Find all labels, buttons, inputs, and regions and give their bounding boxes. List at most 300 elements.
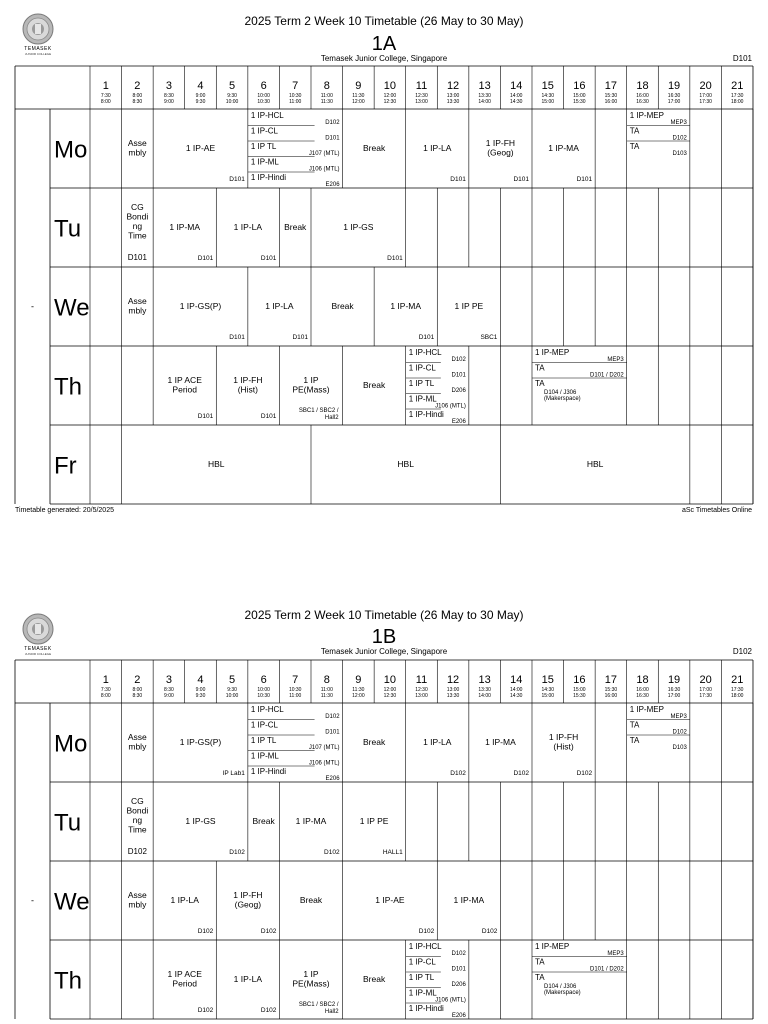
timetable-grid <box>15 660 753 1024</box>
lesson-name: mbly <box>128 741 147 752</box>
period-number: 14 <box>510 674 523 686</box>
period-end: 15:00 <box>541 693 555 699</box>
timetable-grid <box>15 66 753 505</box>
period-end: 9:30 <box>195 99 206 105</box>
lesson-name: ng <box>132 221 143 231</box>
period-end: 11:00 <box>289 99 302 105</box>
period-start: 14:00 <box>509 93 523 99</box>
period-end: 9:30 <box>195 693 206 699</box>
period-end: 15:30 <box>573 693 586 699</box>
period-number: 20 <box>699 80 712 92</box>
subgroup-subject: 1 IP-Hindi <box>250 767 286 776</box>
period-start: 12:30 <box>415 93 428 99</box>
period-number: 8 <box>323 80 330 92</box>
period-start: 15:00 <box>573 687 586 693</box>
lesson-room: D101 <box>229 334 245 341</box>
lesson-name: 1 IP-LA <box>423 142 452 153</box>
lesson-name: HBL <box>586 458 604 469</box>
period-end: 10:30 <box>257 693 270 699</box>
subgroup-subject: 1 IP-MEP <box>629 111 664 120</box>
lesson-room: D102 <box>576 770 593 777</box>
period-start: 12:00 <box>383 687 397 693</box>
period-number: 17 <box>604 80 618 92</box>
lesson-name: Break <box>331 300 354 311</box>
period-number: 13 <box>478 674 491 686</box>
period-start: 8:30 <box>164 93 174 99</box>
lesson-room: D102 <box>260 928 277 935</box>
lesson-name: 1 IP-FH <box>233 890 263 900</box>
lesson-name: Time <box>128 230 147 241</box>
lesson-name: Break <box>363 379 386 390</box>
period-number: 16 <box>573 80 586 92</box>
subgroup-subject: TA <box>534 973 545 982</box>
lesson-name: 1 IP <box>303 969 319 979</box>
lesson-name: Break <box>363 142 386 153</box>
day-label: Mo <box>54 730 88 758</box>
lesson-room: HALL1 <box>382 849 403 856</box>
period-number: 17 <box>604 674 618 686</box>
period-start: 8:00 <box>132 93 143 99</box>
lesson-room: D101 <box>513 176 529 183</box>
period-end: 13:00 <box>415 693 428 699</box>
lesson-room: D101 <box>387 255 403 262</box>
lesson-room: D101 <box>260 255 277 262</box>
period-start: 13:00 <box>446 687 460 693</box>
lesson-name: Time <box>128 824 147 835</box>
period-start: 14:00 <box>509 687 523 693</box>
lesson-room: D102 <box>229 849 245 856</box>
period-start: 11:30 <box>352 687 365 693</box>
period-number: 8 <box>323 674 330 686</box>
lesson-room: D102 <box>127 847 147 856</box>
subgroup-subject: 1 IP TL <box>250 736 277 745</box>
home-room: D101 <box>732 54 752 63</box>
period-start: 9:30 <box>227 687 237 693</box>
period-start: 17:30 <box>730 93 744 99</box>
period-number: 19 <box>667 80 681 92</box>
subgroup-room: MEP3 <box>607 951 624 957</box>
subgroup-room: D102 <box>672 135 687 142</box>
period-number: 4 <box>197 80 204 92</box>
period-end: 18:00 <box>730 693 744 699</box>
home-room: D102 <box>732 647 752 656</box>
period-end: 11:30 <box>320 99 333 105</box>
subgroup-room: D102 <box>451 357 466 363</box>
subgroup-subject: TA <box>534 957 545 967</box>
lesson-name: Break <box>363 973 386 984</box>
subgroup-subject: 1 IP-MEP <box>534 348 570 357</box>
period-number: 2 <box>134 80 141 92</box>
period-number: 5 <box>229 674 236 686</box>
period-number: 19 <box>667 674 681 686</box>
period-number: 1 <box>102 674 109 686</box>
period-end: 16:30 <box>636 693 649 699</box>
period-start: 8:30 <box>164 687 174 693</box>
period-end: 9:00 <box>164 693 174 699</box>
subgroup-subject: TA <box>629 126 640 136</box>
subgroup-room: (Makerspace) <box>543 990 581 996</box>
period-number: 15 <box>541 80 554 92</box>
period-number: 15 <box>541 674 554 686</box>
subgroup-room: E206 <box>325 776 340 782</box>
subgroup-subject: 1 IP-MEP <box>629 705 664 714</box>
subgroup-subject: 1 IP-Hindi <box>250 173 286 182</box>
lesson-name: 1 IP-GS(P) <box>179 300 222 311</box>
period-end: 16:00 <box>604 99 618 105</box>
period-end: 17:30 <box>699 99 712 105</box>
lesson-name: (Hist) <box>237 384 259 395</box>
subgroup-room: D101 <box>325 729 340 736</box>
lesson-name: Period <box>172 384 198 395</box>
period-end: 15:00 <box>541 99 555 105</box>
period-start: 11:30 <box>352 93 365 99</box>
lesson-room: Hall2 <box>324 1009 339 1015</box>
lesson-room: D102 <box>418 928 435 935</box>
period-start: 16:00 <box>636 687 649 693</box>
subgroup-room: E206 <box>451 1013 466 1019</box>
lesson-name: Bondi <box>126 805 149 816</box>
subgroup-subject: 1 IP-CL <box>408 363 436 373</box>
subgroup-room: E206 <box>325 182 340 188</box>
subgroup-subject: 1 IP TL <box>250 142 277 151</box>
lesson-room: SBC1 / SBC2 / <box>298 1002 339 1008</box>
lesson-name: (Geog) <box>234 899 262 910</box>
lesson-name: 1 IP-FH <box>548 732 579 742</box>
page-title: 2025 Term 2 Week 10 Timetable (26 May to 30 May) <box>244 14 524 28</box>
period-start: 15:00 <box>573 93 586 99</box>
lesson-room: D102 <box>513 770 529 777</box>
generated-date: Timetable generated: 20/5/2025 <box>15 507 114 514</box>
subgroup-subject: 1 IP-Hindi <box>408 410 444 419</box>
subgroup-subject: 1 IP-HCL <box>250 111 284 120</box>
period-start: 16:30 <box>667 687 681 693</box>
period-number: 2 <box>134 674 141 686</box>
subgroup-subject: 1 IP-ML <box>250 157 279 167</box>
period-end: 8:00 <box>100 99 111 105</box>
day-label: Fr <box>54 452 77 480</box>
period-number: 4 <box>197 674 204 686</box>
subgroup-subject: 1 IP-CL <box>250 720 278 730</box>
period-start: 9:00 <box>195 687 206 693</box>
lesson-name: PE(Mass) <box>292 384 330 395</box>
school-name: Temasek Junior College, Singapore <box>320 54 448 63</box>
subgroup-subject: TA <box>629 736 640 745</box>
period-start: 12:30 <box>415 687 428 693</box>
period-start: 16:00 <box>636 93 649 99</box>
subgroup-subject: 1 IP-MEP <box>534 942 570 951</box>
period-start: 15:30 <box>604 687 618 693</box>
period-number: 1 <box>102 80 109 92</box>
period-start: 9:00 <box>195 93 206 99</box>
subgroup-room: MEP3 <box>670 120 687 126</box>
subgroup-room: (Makerspace) <box>543 396 581 402</box>
subgroup-room: D101 / D202 <box>590 372 624 379</box>
period-start: 10:00 <box>257 93 270 99</box>
period-start: 11:00 <box>320 687 333 693</box>
subgroup-room: D206 <box>451 982 466 988</box>
lesson-name: Asse <box>127 890 147 900</box>
lesson-name: 1 IP-AE <box>375 894 405 905</box>
lesson-name: 1 IP-LA <box>233 221 263 232</box>
software-credit: aSc Timetables Online <box>681 507 752 514</box>
period-number: 10 <box>383 80 397 92</box>
period-start: 10:30 <box>288 93 302 99</box>
school-name: Temasek Junior College, Singapore <box>320 647 448 656</box>
lesson-room: D102 <box>324 849 340 856</box>
period-end: 13:00 <box>415 99 428 105</box>
period-number: 9 <box>355 674 362 686</box>
lesson-name: 1 IP-FH <box>485 138 516 148</box>
period-number: 18 <box>636 80 649 92</box>
period-start: 13:30 <box>478 93 491 99</box>
lesson-room: D102 <box>260 1007 277 1014</box>
period-end: 8:30 <box>132 99 143 105</box>
subgroup-room: D102 <box>325 714 340 720</box>
period-start: 12:00 <box>383 93 397 99</box>
lesson-name: 1 IP-GS <box>343 221 374 232</box>
period-start: 10:30 <box>288 687 302 693</box>
period-number: 12 <box>446 674 460 686</box>
lesson-room: D101 <box>450 176 466 183</box>
lesson-name: Asse <box>127 138 147 148</box>
lesson-room: D101 <box>260 413 277 420</box>
subgroup-room: D101 <box>451 966 466 973</box>
lesson-name: mbly <box>128 147 147 158</box>
lesson-name: Break <box>252 815 275 826</box>
day-label: Th <box>54 967 83 995</box>
lesson-name: 1 IP <box>303 375 319 385</box>
logo-subtext: JUNIOR COLLEGE <box>24 52 52 56</box>
lesson-room: Hall2 <box>324 415 339 421</box>
period-end: 9:00 <box>164 99 174 105</box>
class-name: 1A <box>371 33 397 55</box>
lesson-room: D101 <box>127 253 147 262</box>
lesson-name: PE(Mass) <box>292 978 330 989</box>
subgroup-room: J107 (MTL) <box>308 151 340 157</box>
subgroup-subject: TA <box>534 379 545 388</box>
subgroup-room: J106 (MTL) <box>308 166 340 173</box>
period-number: 3 <box>165 674 172 686</box>
subgroup-room: D102 <box>672 729 687 736</box>
lesson-room: D101 <box>197 413 214 420</box>
side-mark: - <box>31 301 34 312</box>
subgroup-subject: TA <box>534 363 545 373</box>
subgroup-subject: 1 IP-ML <box>408 988 437 998</box>
period-end: 12:00 <box>352 99 365 105</box>
lesson-name: mbly <box>128 305 147 316</box>
lesson-name: 1 IP-MA <box>485 736 516 747</box>
period-end: 18:00 <box>730 99 744 105</box>
period-number: 7 <box>292 80 299 92</box>
period-start: 13:00 <box>446 93 460 99</box>
subgroup-room: E206 <box>451 419 466 425</box>
subgroup-subject: 1 IP-CL <box>408 957 436 967</box>
period-end: 16:30 <box>636 99 649 105</box>
period-end: 11:00 <box>289 693 302 699</box>
subgroup-room: D101 / D202 <box>590 966 624 973</box>
period-end: 14:30 <box>509 693 523 699</box>
subgroup-room: D101 <box>451 372 466 379</box>
subgroup-subject: 1 IP-CL <box>250 126 278 136</box>
lesson-name: 1 IP-FH <box>233 375 263 385</box>
lesson-name: 1 IP-AE <box>185 142 216 153</box>
period-start: 7:30 <box>100 93 111 99</box>
logo-text: TEMASEK <box>24 46 52 52</box>
lesson-name: 1 IP-MA <box>390 300 422 311</box>
period-start: 7:30 <box>100 687 111 693</box>
subgroup-subject: 1 IP-ML <box>250 751 279 761</box>
subgroup-room: D103 <box>672 151 687 157</box>
period-number: 21 <box>731 80 744 92</box>
period-number: 16 <box>573 674 586 686</box>
lesson-name: mbly <box>128 899 147 910</box>
lesson-name: CG <box>130 202 144 212</box>
subgroup-subject: 1 IP-Hindi <box>408 1004 444 1013</box>
period-number: 11 <box>415 80 428 92</box>
day-label: Mo <box>54 136 88 164</box>
side-mark: - <box>31 895 34 906</box>
period-number: 3 <box>165 80 172 92</box>
period-end: 8:00 <box>100 693 111 699</box>
day-label: We <box>54 294 90 322</box>
subgroup-room: D101 <box>325 135 340 142</box>
lesson-name: 1 IP-MA <box>548 142 579 153</box>
day-label: Tu <box>54 809 82 837</box>
period-number: 6 <box>260 80 267 92</box>
page-title: 2025 Term 2 Week 10 Timetable (26 May to 30 May) <box>244 608 524 622</box>
period-end: 10:30 <box>257 99 270 105</box>
lesson-name: 1 IP PE <box>454 300 484 311</box>
subgroup-subject: TA <box>629 720 640 730</box>
period-end: 17:30 <box>699 693 712 699</box>
lesson-name: 1 IP ACE <box>167 375 202 385</box>
lesson-room: SBC1 <box>480 334 498 341</box>
period-number: 14 <box>510 80 523 92</box>
subgroup-room: D206 <box>451 388 466 394</box>
period-end: 15:30 <box>573 99 586 105</box>
period-end: 11:30 <box>320 693 333 699</box>
lesson-room: IP Lab1 <box>222 770 245 777</box>
lesson-name: 1 IP-GS <box>185 815 216 826</box>
subgroup-subject: 1 IP-ML <box>408 394 437 404</box>
period-end: 17:00 <box>667 693 681 699</box>
subgroup-subject: 1 IP-HCL <box>250 705 284 714</box>
period-number: 13 <box>478 80 491 92</box>
lesson-name: Break <box>299 894 323 905</box>
lesson-room: D102 <box>450 770 466 777</box>
subgroup-room: D102 <box>451 951 466 957</box>
period-end: 14:30 <box>509 99 523 105</box>
period-start: 9:30 <box>227 93 237 99</box>
subgroup-room: J106 (MTL) <box>435 997 466 1004</box>
subgroup-room: D102 <box>325 120 340 126</box>
subgroup-subject: 1 IP-HCL <box>408 942 442 951</box>
timetable-svg <box>15 660 753 1024</box>
period-end: 13:30 <box>446 99 460 105</box>
lesson-name: 1 IP-MA <box>295 815 327 826</box>
lesson-name: 1 IP-MA <box>169 221 201 232</box>
period-start: 17:30 <box>730 687 744 693</box>
period-number: 12 <box>446 80 460 92</box>
period-start: 14:30 <box>541 687 555 693</box>
period-number: 10 <box>383 674 397 686</box>
subgroup-room: J107 (MTL) <box>308 745 340 751</box>
lesson-name: HBL <box>208 458 225 469</box>
lesson-room: D101 <box>197 255 214 262</box>
class-name: 1B <box>371 626 397 648</box>
lesson-name: 1 IP PE <box>359 815 389 826</box>
logo-text: TEMASEK <box>24 646 52 652</box>
day-label: We <box>54 888 90 916</box>
period-number: 11 <box>415 674 428 686</box>
lesson-room: D101 <box>576 176 593 183</box>
timetable-svg <box>15 66 753 505</box>
day-label: Tu <box>54 215 82 243</box>
period-start: 15:30 <box>604 93 618 99</box>
lesson-name: 1 IP-MA <box>453 894 485 905</box>
subgroup-room: J106 (MTL) <box>308 760 340 767</box>
lesson-room: D102 <box>481 928 498 935</box>
period-end: 16:00 <box>604 693 618 699</box>
period-start: 8:00 <box>132 687 143 693</box>
period-start: 10:00 <box>257 687 270 693</box>
period-start: 14:30 <box>541 93 555 99</box>
lesson-name: Break <box>363 736 386 747</box>
period-start: 13:30 <box>478 687 491 693</box>
subgroup-subject: 1 IP TL <box>408 379 435 388</box>
subgroup-subject: 1 IP-HCL <box>408 348 442 357</box>
subgroup-subject: 1 IP TL <box>408 973 435 982</box>
lesson-name: Period <box>172 978 198 989</box>
period-end: 12:30 <box>383 99 397 105</box>
lesson-name: (Geog) <box>487 147 514 158</box>
lesson-name: Asse <box>127 296 147 306</box>
subgroup-room: MEP3 <box>607 357 624 363</box>
lesson-room: D101 <box>229 176 245 183</box>
logo-subtext: JUNIOR COLLEGE <box>24 652 52 656</box>
lesson-room: D101 <box>418 334 435 341</box>
subgroup-room: MEP3 <box>670 714 687 720</box>
period-end: 17:00 <box>667 99 681 105</box>
period-number: 18 <box>636 674 649 686</box>
period-start: 17:00 <box>699 93 712 99</box>
subgroup-room: D104 / J306 <box>543 984 577 990</box>
period-end: 8:30 <box>132 693 143 699</box>
lesson-name: HBL <box>397 458 414 469</box>
subgroup-room: D104 / J306 <box>543 390 577 396</box>
subgroup-room: D103 <box>672 745 687 751</box>
lesson-name: ng <box>132 815 143 825</box>
lesson-name: Bondi <box>126 211 149 222</box>
subgroup-room: J106 (MTL) <box>435 403 466 410</box>
period-end: 13:30 <box>446 693 460 699</box>
lesson-name: 1 IP-GS(P) <box>179 736 222 747</box>
lesson-room: D101 <box>292 334 308 341</box>
period-start: 16:30 <box>667 93 681 99</box>
lesson-name: 1 IP-LA <box>423 736 452 747</box>
period-number: 9 <box>355 80 362 92</box>
period-start: 17:00 <box>699 687 712 693</box>
period-end: 10:00 <box>225 693 239 699</box>
lesson-name: 1 IP-LA <box>170 894 199 905</box>
lesson-name: 1 IP-LA <box>265 300 294 311</box>
lesson-name: Asse <box>127 732 147 742</box>
period-number: 6 <box>260 674 267 686</box>
lesson-name: 1 IP-LA <box>233 973 263 984</box>
period-end: 14:00 <box>478 693 491 699</box>
period-start: 11:00 <box>320 93 333 99</box>
lesson-room: D102 <box>197 928 214 935</box>
